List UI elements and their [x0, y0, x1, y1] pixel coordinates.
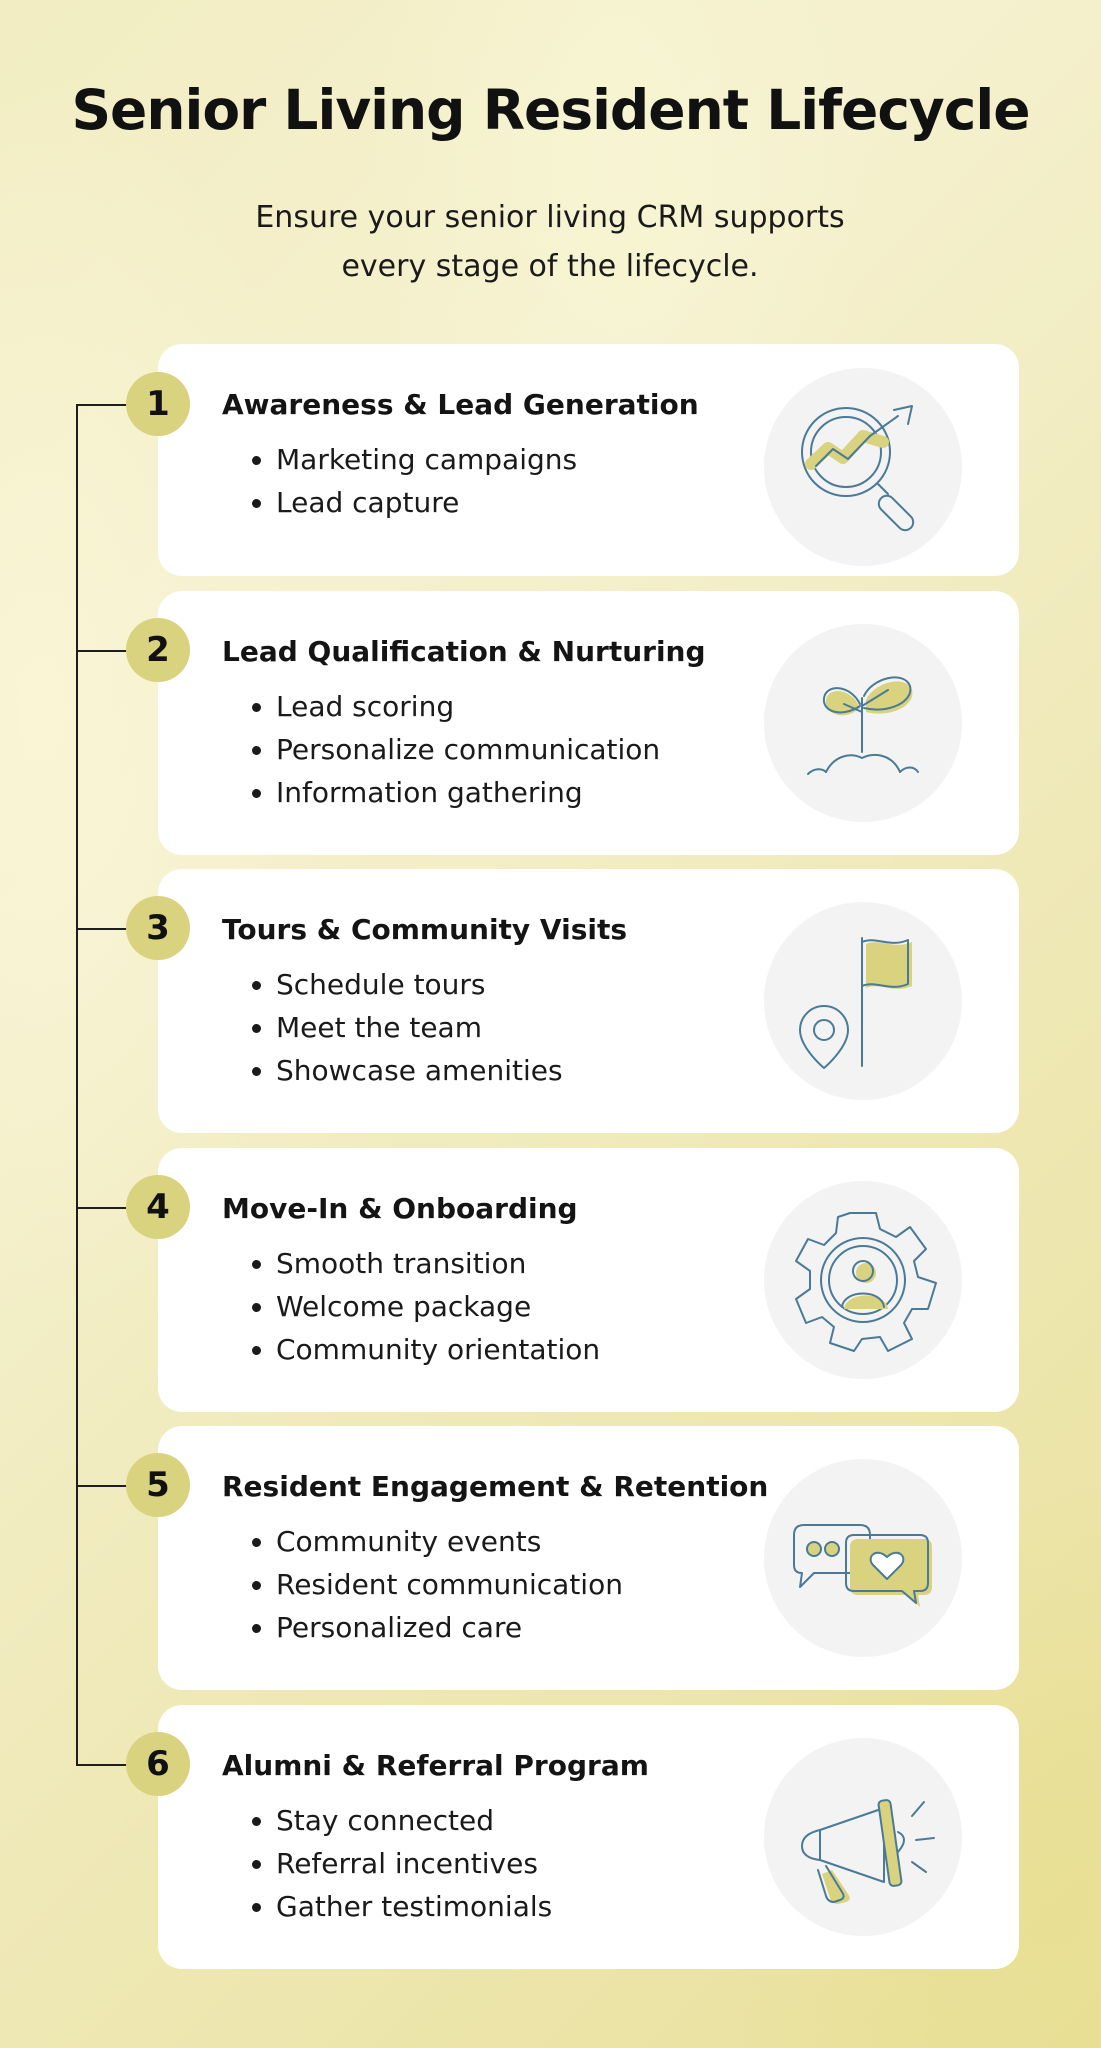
timeline-connector-1 [76, 404, 126, 406]
list-item: • Resident communication [276, 1563, 623, 1606]
page-title: Senior Living Resident Lifecycle [71, 78, 1030, 142]
stage-card-2 [158, 591, 1019, 855]
stage-number-badge: 4 [126, 1175, 190, 1239]
stage-title: Move-In & Onboarding [222, 1192, 578, 1225]
list-item: • Welcome package [276, 1285, 600, 1328]
timeline-connector-6 [76, 1764, 126, 1766]
gear-person-icon [764, 1181, 962, 1379]
list-item: • Showcase amenities [276, 1049, 563, 1092]
stage-card-6 [158, 1705, 1019, 1969]
stage-number-badge: 2 [126, 618, 190, 682]
list-item: • Information gathering [276, 771, 660, 814]
stage-number-badge: 1 [126, 372, 190, 436]
list-item: • Personalize communication [276, 728, 660, 771]
timeline-connector-4 [76, 1207, 126, 1209]
stage-title: Tours & Community Visits [222, 913, 628, 946]
stage-card-3 [158, 869, 1019, 1133]
sprout-icon [764, 624, 962, 822]
stage-items [246, 1799, 552, 1928]
list-item: • Lead capture [276, 481, 577, 524]
stage-card-5 [158, 1426, 1019, 1690]
list-item: • Smooth transition [276, 1242, 600, 1285]
subtitle-line-1: Ensure your senior living CRM supports [255, 200, 845, 235]
stage-title: Resident Engagement & Retention [222, 1470, 769, 1503]
list-item: • Schedule tours [276, 963, 563, 1006]
stage-number-badge: 5 [126, 1453, 190, 1517]
chat-bubbles-heart-icon [764, 1459, 962, 1657]
stage-title: Alumni & Referral Program [222, 1749, 649, 1782]
list-item: • Community orientation [276, 1328, 600, 1371]
stage-items [246, 1520, 623, 1649]
stage-items [246, 963, 563, 1092]
stage-items [246, 1242, 600, 1371]
megaphone-icon [764, 1738, 962, 1936]
list-item: • Gather testimonials [276, 1885, 552, 1928]
magnifier-growth-icon [764, 368, 962, 566]
subtitle-line-2: every stage of the lifecycle. [341, 249, 759, 284]
list-item: • Lead scoring [276, 685, 660, 728]
timeline-connector-2 [76, 650, 126, 652]
stage-title: Lead Qualification & Nurturing [222, 635, 706, 668]
list-item: • Meet the team [276, 1006, 563, 1049]
list-item: • Marketing campaigns [276, 438, 577, 481]
map-pin-flag-icon [764, 902, 962, 1100]
stage-card-1 [158, 344, 1019, 576]
stage-title: Awareness & Lead Generation [222, 388, 699, 421]
list-item: • Stay connected [276, 1799, 552, 1842]
timeline-line [76, 404, 78, 1766]
list-item: • Referral incentives [276, 1842, 552, 1885]
list-item: • Community events [276, 1520, 623, 1563]
timeline-connector-3 [76, 928, 126, 930]
stage-items [246, 685, 660, 814]
timeline-connector-5 [76, 1485, 126, 1487]
stage-card-4 [158, 1148, 1019, 1412]
stage-items [246, 438, 577, 524]
stage-number-badge: 6 [126, 1732, 190, 1796]
list-item: • Personalized care [276, 1606, 623, 1649]
stage-number-badge: 3 [126, 896, 190, 960]
page-subtitle [200, 193, 900, 291]
